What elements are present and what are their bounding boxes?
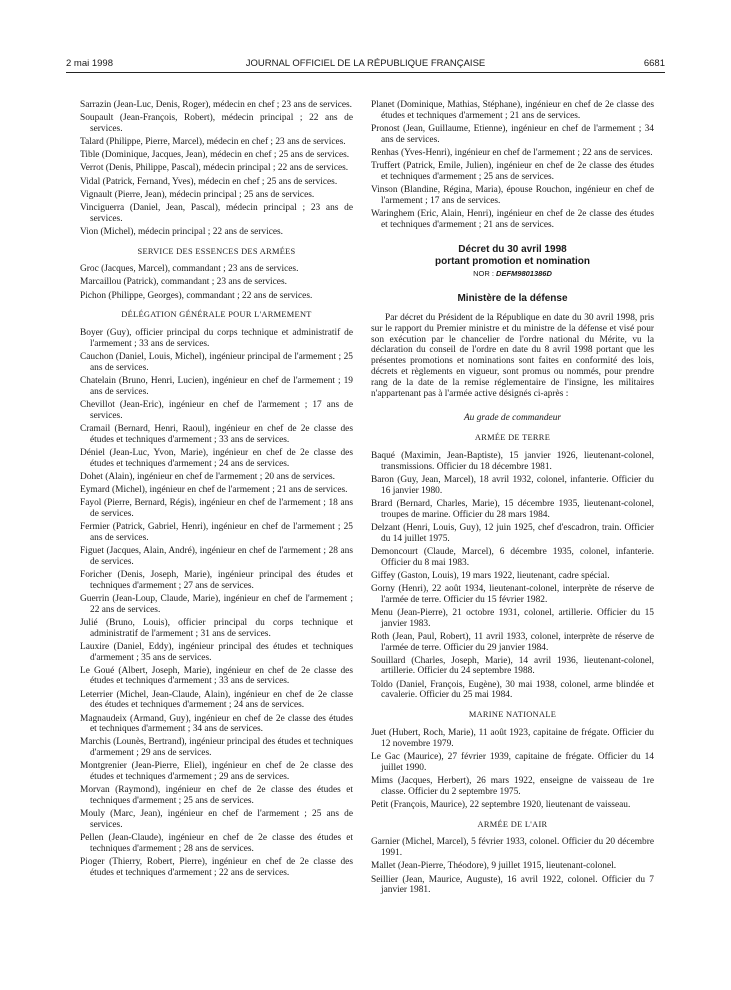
list-entry: Dohet (Alain), ingénieur en chef de l'armement ; 20 ans de services. xyxy=(80,471,335,482)
list-entry: Garnier (Michel, Marcel), 5 février 1933, colonel. Officier du 20 décembre 1991. xyxy=(371,837,654,859)
list-entry: Verrot (Denis, Philippe, Pascal), médecin principal ; 22 ans de services. xyxy=(80,163,349,174)
section-heading-essences: SERVICE DES ESSENCES DES ARMÉES xyxy=(137,246,296,256)
list-entry: Magnaudeix (Armand, Guy), ingénieur en chef de 2e classe des études et techniques d'armement ; 34 ans de services. xyxy=(80,713,353,735)
list-entry: Demoncourt (Claude, Marcel), 6 décembre 1935, colonel, infanterie. Officier du 8 mai 1983. xyxy=(371,546,654,568)
list-entry: Morvan (Raymond), ingénieur en chef de 2e classe des études et techniques d'armement ; 25 ans de services. xyxy=(80,785,353,807)
list-entry: Guerrin (Jean-Loup, Claude, Marie), ingénieur en chef de l'armement ; 22 ans de services. xyxy=(80,593,353,615)
list-entry: Tible (Dominique, Jacques, Jean), médecin en chef ; 25 ans de services. xyxy=(80,150,350,161)
list-entry: Montgrenier (Jean-Pierre, Eliel), ingénieur en chef de 2e classe des études et techniques d'armement ; 29 ans de services. xyxy=(80,761,353,783)
list-entry: Talard (Philippe, Pierre, Marcel), médecin en chef ; 23 ans de services. xyxy=(80,137,346,148)
section-heading-dga: DÉLÉGATION GÉNÉRALE POUR L'ARMEMENT xyxy=(121,310,312,320)
nor-reference xyxy=(371,269,654,280)
decree-title-line-1: Décret du 30 avril 1998 xyxy=(458,244,567,256)
journal-title: JOURNAL OFFICIEL DE LA RÉPUBLIQUE FRANÇAISE xyxy=(245,58,486,69)
list-entry: Pellen (Jean-Claude), ingénieur en chef de 2e classe des études et techniques d'armement ; 28 ans de services. xyxy=(80,833,353,855)
list-entry: Planet (Dominique, Mathias, Stéphane), ingénieur en chef de 2e classe des études et techniques d'armement ; 21 ans de services. xyxy=(371,100,654,121)
list-entry: Groc (Jacques, Marcel), commandant ; 23 ans de services. xyxy=(80,264,299,275)
list-entry: Souillard (Charles, Joseph, Marie), 14 avril 1936, lieutenant-colonel, artillerie. Officier du 24 septembre 1988. xyxy=(371,655,654,677)
section-heading-terre: ARMÉE DE TERRE xyxy=(474,433,551,443)
list-entry: Boyer (Guy), officier principal du corps technique et administratif de l'armement ; 33 ans de services. xyxy=(80,328,353,349)
list-entry: Eymard (Michel), ingénieur en chef de l'armement ; 21 ans de services. xyxy=(80,484,348,495)
list-entry: Lauxire (Daniel, Eddy), ingénieur principal des études et techniques d'armement ; 35 ans de services. xyxy=(80,641,353,663)
list-entry: Petit (François, Maurice), 22 septembre 1920, lieutenant de vaisseau. xyxy=(371,799,631,810)
nor-value: DEFM9801386D xyxy=(496,269,552,279)
list-entry: Déniel (Jean-Luc, Yvon, Marie), ingénieur en chef de 2e classe des études et techniques d'armement ; 24 ans de services. xyxy=(80,447,353,469)
list-entry: Julié (Bruno, Louis), officier principal du corps technique et administratif de l'armement ; 31 ans de services. xyxy=(80,617,353,639)
list-entry: Pronost (Jean, Guillaume, Etienne), ingénieur en chef de l'armement ; 34 ans de services. xyxy=(371,123,654,145)
dga-entries-list xyxy=(80,328,353,879)
list-entry: Juet (Hubert, Roch, Marie), 11 août 1923, capitaine de frégate. Officier du 12 novembre 1979. xyxy=(371,728,654,749)
list-entry: Mims (Jacques, Herbert), 26 mars 1922, enseigne de vaisseau de 1re classe. Officier du 2 septembre 1975. xyxy=(371,775,654,797)
list-entry: Le Goué (Albert, Joseph, Marie), ingénieur en chef de 2e classe des études et techniques d'armement ; 33 ans de services. xyxy=(80,665,353,687)
header-date: 2 mai 1998 xyxy=(66,58,114,69)
decree-title xyxy=(371,244,654,267)
list-entry: Mouly (Marc, Jean), ingénieur en chef de l'armement ; 25 ans de services. xyxy=(80,809,353,831)
list-entry: Vion (Michel), médecin principal ; 22 ans de services. xyxy=(80,226,284,237)
list-entry: Vidal (Patrick, Fernand, Yves), médecin en chef ; 25 ans de services. xyxy=(80,176,338,187)
list-entry: Pioger (Thierry, Robert, Pierre), ingénieur en chef de 2e classe des études et techniques d'armement ; 22 ans de services. xyxy=(80,857,353,878)
page-number: 6681 xyxy=(643,58,665,69)
right-column xyxy=(371,100,654,898)
ministry-heading: Ministère de la défense xyxy=(457,293,568,305)
list-entry: Figuet (Jacques, Alain, André), ingénieur en chef de l'armement ; 28 ans de services. xyxy=(80,545,353,567)
list-entry: Gorny (Henri), 22 août 1934, lieutenant-colonel, interprète de réserve de l'armée de terre. Officier du 15 février 1982. xyxy=(371,583,654,605)
list-entry: Fermier (Patrick, Gabriel, Henri), ingénieur en chef de l'armement ; 25 ans de services. xyxy=(80,522,353,543)
armament-entries-list xyxy=(371,100,654,230)
list-entry: Renhas (Yves-Henri), ingénieur en chef de l'armement ; 22 ans de services. xyxy=(371,147,653,158)
list-entry: Fayol (Pierre, Bernard, Régis), ingénieur en chef de l'armement ; 18 ans de services. xyxy=(80,498,353,519)
list-entry: Seillier (Jean, Maurice, Auguste), 16 avril 1922, colonel. Officier du 7 janvier 1981. xyxy=(371,874,654,896)
nor-label: NOR : xyxy=(473,269,494,279)
list-entry: Giffey (Gaston, Louis), 19 mars 1922, lieutenant, cadre spécial. xyxy=(371,570,610,581)
list-entry: Sarrazin (Jean-Luc, Denis, Roger), médecin en chef ; 23 ans de services. xyxy=(80,100,353,110)
list-entry: Roth (Jean, Paul, Robert), 11 avril 1933, colonel, interprète de réserve de l'armée de terre. Officier du 29 janvier 1984. xyxy=(371,631,654,653)
list-entry: Leterrier (Michel, Jean-Claude, Alain), ingénieur en chef de 2e classe des études et techniques d'armement ; 24 ans de services. xyxy=(80,689,353,711)
section-heading-marine: MARINE NATIONALE xyxy=(468,710,557,720)
list-entry: Chatelain (Bruno, Henri, Lucien), ingénieur en chef de l'armement ; 19 ans de services. xyxy=(80,376,353,397)
list-entry: Vignault (Pierre, Jean), médecin principal ; 25 ans de services. xyxy=(80,189,315,200)
list-entry: Le Gac (Maurice), 27 février 1939, capitaine de frégate. Officier du 14 juillet 1990. xyxy=(371,751,654,773)
list-entry: Chevillot (Jean-Eric), ingénieur en chef de l'armement ; 17 ans de services. xyxy=(80,400,353,421)
decree-paragraph: Par décret du Président de la République en date du 30 avril 1998, pris sur le rapport du Premier ministre et du ministre de la défense et visé pour son exécution par le chancelier de l'ordre national du Mérite, vu la déclaration du conseil de l'ordre en date du 8 avril 1998 portant que les présentes promotions et nominations sont faites en conformité des lois, décrets et règlements en vigueur, sont promus ou nommés, pour prendre rang de la date de la remise réglementaire de l'insigne, les militaires n'appartenant pas à l'armée active désignés ci-après : xyxy=(371,313,654,399)
marine-entries-list xyxy=(371,728,654,811)
list-entry: Baqué (Maximin, Jean-Baptiste), 15 janvier 1926, lieutenant-colonel, transmissions. Officier du 18 décembre 1981. xyxy=(371,451,654,472)
section-heading-air: ARMÉE DE L'AIR xyxy=(477,819,548,829)
essences-entries-list xyxy=(80,264,353,301)
medical-entries-list xyxy=(80,100,353,238)
list-entry: Vinson (Blandine, Régina, Maria), épouse Rouchon, ingénieur en chef de l'armement ; 17 ans de services. xyxy=(371,184,654,206)
grade-heading: Au grade de commandeur xyxy=(463,413,562,424)
list-entry: Waringhem (Eric, Alain, Henri), ingénieur en chef de 2e classe des études et techniques d'armement ; 21 ans de services. xyxy=(371,208,654,230)
list-entry: Soupault (Jean-François, Robert), médecin principal ; 22 ans de services. xyxy=(80,113,353,134)
list-entry: Delzant (Henri, Louis, Guy), 12 juin 1925, chef d'escadron, train. Officier du 14 juillet 1975. xyxy=(371,522,654,544)
list-entry: Marcaillou (Patrick), commandant ; 23 ans de services. xyxy=(80,277,287,288)
decree-title-line-2: portant promotion et nomination xyxy=(435,255,590,267)
list-entry: Cramail (Bernard, Henri, Raoul), ingénieur en chef de 2e classe des études et techniques d'armement ; 33 ans de services. xyxy=(80,423,353,445)
list-entry: Mallet (Jean-Pierre, Théodore), 9 juillet 1915, lieutenant-colonel. xyxy=(371,861,617,872)
list-entry: Toldo (Daniel, François, Eugène), 30 mai 1938, colonel, arme blindée et cavalerie. Officier du 25 mai 1984. xyxy=(371,679,654,701)
terre-entries-list xyxy=(371,451,654,701)
header-rule xyxy=(66,72,665,73)
air-entries-list xyxy=(371,837,654,896)
list-entry: Marchis (Lounès, Bertrand), ingénieur principal des études et techniques d'armement ; 29 ans de services. xyxy=(80,737,353,759)
list-entry: Foricher (Denis, Joseph, Marie), ingénieur principal des études et techniques d'armement ; 27 ans de services. xyxy=(80,569,353,591)
left-column xyxy=(80,100,353,881)
list-entry: Vinciguerra (Daniel, Jean, Pascal), médecin principal ; 23 ans de services. xyxy=(80,202,353,224)
list-entry: Truffert (Patrick, Emile, Julien), ingénieur en chef de 2e classe des études et techniques d'armement ; 25 ans de services. xyxy=(371,161,654,182)
list-entry: Cauchon (Daniel, Louis, Michel), ingénieur principal de l'armement ; 25 ans de services. xyxy=(80,352,353,373)
list-entry: Baron (Guy, Jean, Marcel), 18 avril 1932, colonel, infanterie. Officier du 16 janvier 1980. xyxy=(371,474,654,496)
list-entry: Menu (Jean-Pierre), 21 octobre 1931, colonel, artillerie. Officier du 15 janvier 1983. xyxy=(371,607,654,629)
list-entry: Brard (Bernard, Charles, Marie), 15 décembre 1935, lieutenant-colonel, troupes de marine. Officier du 28 mars 1984. xyxy=(371,498,654,520)
list-entry: Pichon (Philippe, Georges), commandant ; 22 ans de services. xyxy=(80,290,313,301)
